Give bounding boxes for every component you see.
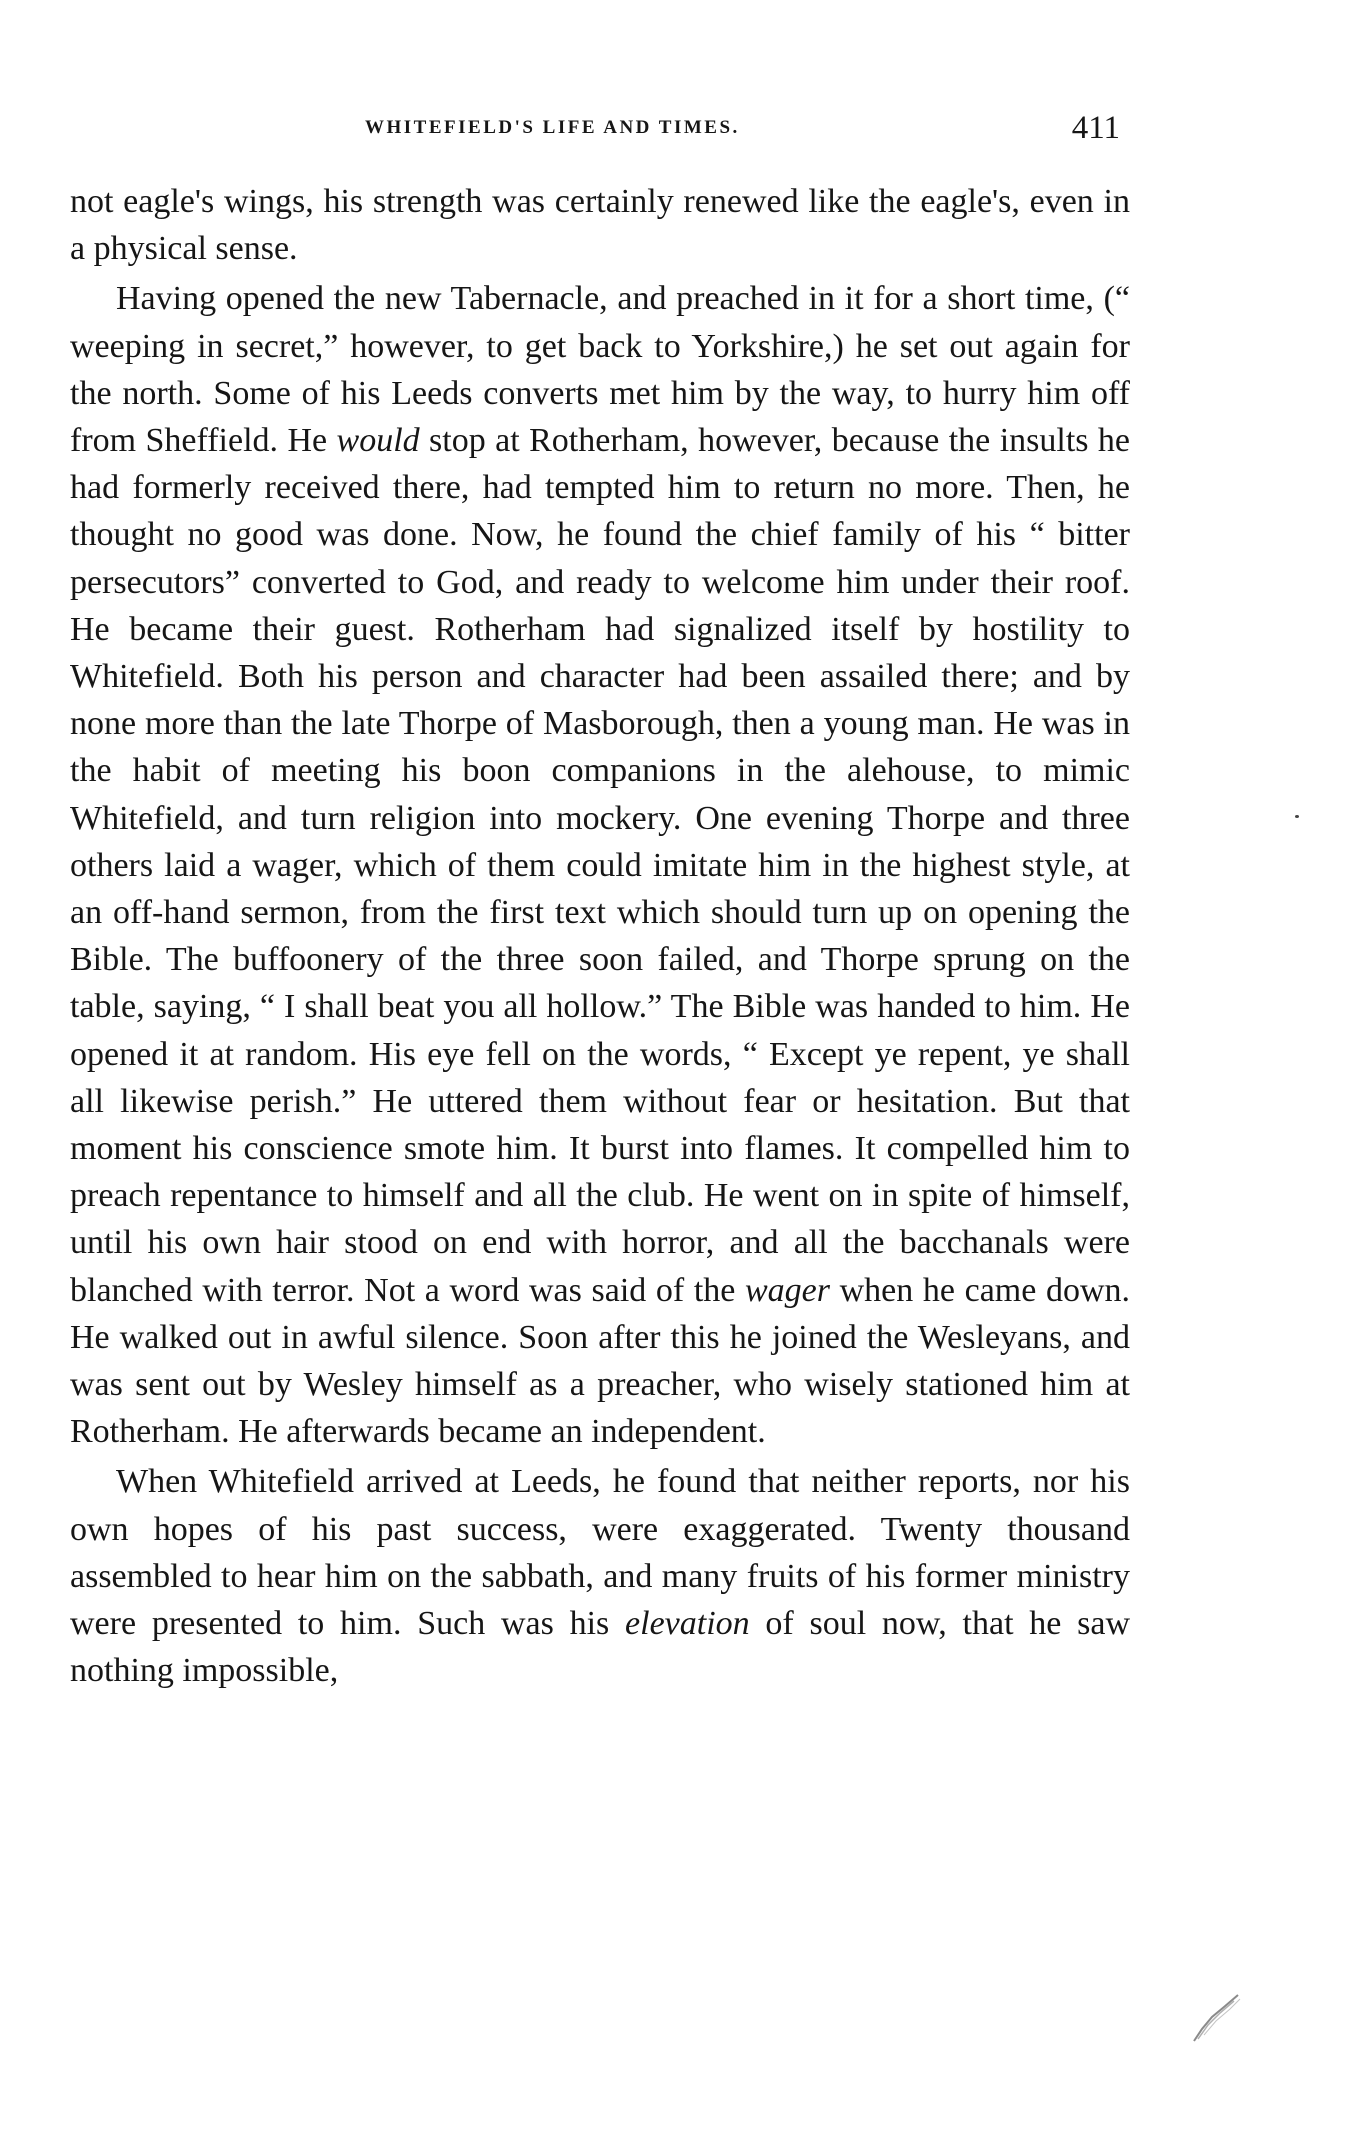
emphasis-wager: wager xyxy=(745,1271,830,1309)
emphasis-would: would xyxy=(336,422,420,460)
print-speck xyxy=(1295,815,1299,818)
paragraph-leeds xyxy=(70,1458,1130,1694)
running-title: WHITEFIELD'S LIFE AND TIMES. xyxy=(365,117,740,138)
paragraph-text: When Whitefield arrived at Leeds, he found that neither reports, nor his own hopes of his past success, were exaggerated. Twenty thousand assembled to hear him on the sabbath, and many fruits of his former ministry were presented to him. Such was his xyxy=(70,1463,1130,1643)
emphasis-elevation: elevation xyxy=(625,1605,750,1643)
paragraph-rotherham xyxy=(70,275,1130,1455)
paragraph-text: Having opened the new Tabernacle, and preached in it for a short time, (“ weeping in secret,” however, to get back to Yorkshire,) he set out again for the north. Some of his Leeds converts met him by the way, to hurry him off from Sheffield. He xyxy=(70,280,1130,460)
paragraph-text: stop at Rotherham, however, because the insults he had formerly received there, had tempted him to return no more. Then, he thought no good was done. Now, he found the chief family of his “ bitter persecutors” converted to God, and ready to welcome him under their roof. He became their guest. Rotherham had signalized itself by hostility to Whitefield. Both his person and character had been assailed there; and by none more than the late Thorpe of Masborough, then a young man. He was in the habit of meeting his boon companions in the alehouse, to mimic Whitefield, and turn religion into mockery. One evening Thorpe and three others laid a wager, which of them could imitate him in the highest style, at an off-hand sermon, from the first text which should turn up on opening the Bible. The buffoonery of the three soon failed, and Thorpe sprung on the table, saying, “ I shall beat you all hollow.” The Bible was handed to him. He opened it at random. His eye fell on the words, “ Except ye repent, ye shall all likewise perish.” He uttered them without fear or hesitation. But that moment his conscience smote him. It burst into flames. It compelled him to preach repentance to himself and all the club. He went on in spite of himself, until his own hair stood on end with horror, and all the bacchanals were blanched with terror. Not a word was said of the xyxy=(70,422,1131,1309)
paragraph-continued xyxy=(70,178,1130,272)
paragraph-text: not eagle's wings, his strength was certainly renewed like the eagle's, even in a physical sense. xyxy=(70,183,1130,268)
running-head xyxy=(70,108,1120,148)
body-text xyxy=(70,178,1130,1695)
paragraph-text: when he came down. He walked out in awful silence. Soon after this he joined the Wesleyans, and was sent out by Wesley himself as a preacher, who wisely stationed him at Rotherham. He afterwards became an independent. xyxy=(70,1271,1130,1451)
paragraph-text: of soul now, that he saw nothing impossible, xyxy=(70,1605,1130,1690)
page-number: 411 xyxy=(1071,110,1120,146)
scan-smudge-mark xyxy=(1190,1985,1244,2045)
